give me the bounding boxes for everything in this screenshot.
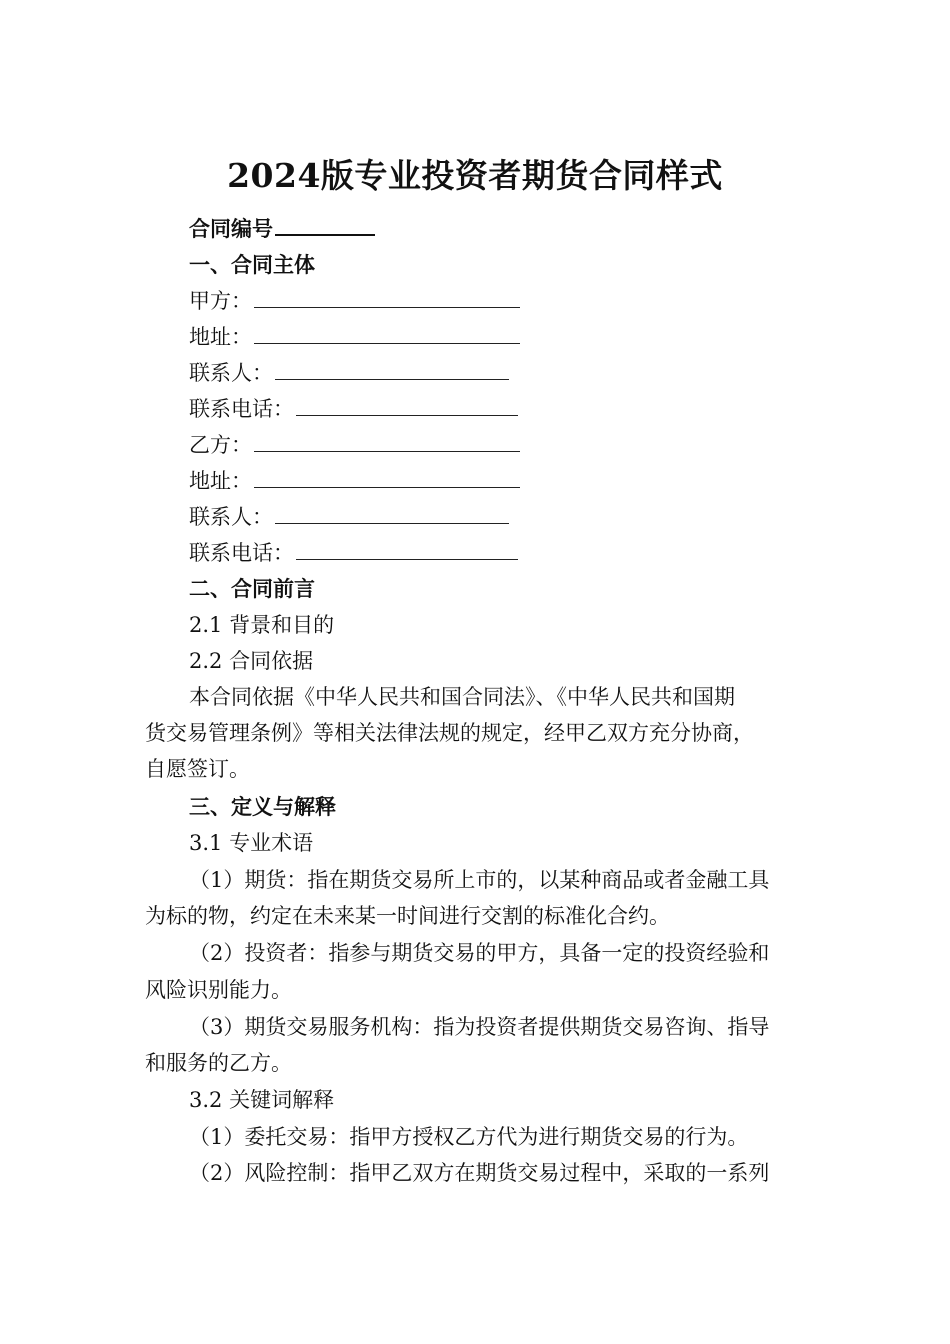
address-a-line (189, 319, 520, 355)
phone-b-label: 联系电话： (189, 541, 294, 565)
definition-1-line-1: （1）期货：指在期货交易所上市的，以某种商品或者金融工具 (189, 868, 770, 892)
party-b-line (189, 427, 520, 463)
contact-b-blank[interactable] (275, 522, 509, 524)
address-a-label: 地址： (189, 325, 252, 349)
contract-number-label: 合同编号 (189, 216, 273, 241)
party-a-label: 甲方： (189, 289, 252, 313)
party-b-label: 乙方： (189, 433, 252, 457)
section-heading-parties: 一、合同主体 (189, 252, 315, 277)
contact-a-label: 联系人： (189, 361, 273, 385)
address-b-blank[interactable] (254, 486, 520, 488)
contact-b-label: 联系人： (189, 505, 273, 529)
party-a-line (189, 283, 520, 319)
contact-b-line (189, 499, 509, 535)
contact-a-blank[interactable] (275, 378, 509, 380)
document-title: 2024版专业投资者期货合同样式 (227, 156, 723, 195)
item-3-1: 3.1 专业术语 (189, 831, 314, 855)
preface-paragraph-line-2: 货交易管理条例》等相关法律法规的规定，经甲乙双方充分协商， (145, 721, 754, 745)
definition-2-line-2: 风险识别能力。 (145, 978, 292, 1002)
party-a-blank[interactable] (254, 306, 520, 308)
item-3-2: 3.2 关键词解释 (189, 1088, 335, 1112)
contract-number-line (189, 211, 375, 247)
phone-a-label: 联系电话： (189, 397, 294, 421)
phone-b-line (189, 535, 518, 571)
contract-number-blank[interactable] (275, 233, 375, 236)
definition-3-line-1: （3）期货交易服务机构：指为投资者提供期货交易咨询、指导 (189, 1015, 770, 1039)
address-b-label: 地址： (189, 469, 252, 493)
address-a-blank[interactable] (254, 342, 520, 344)
phone-a-line (189, 391, 518, 427)
preface-paragraph-line-1: 本合同依据《中华人民共和国合同法》、《中华人民共和国期 (189, 685, 735, 709)
definition-3-line-2: 和服务的乙方。 (145, 1051, 292, 1075)
contact-a-line (189, 355, 509, 391)
item-2-1: 2.1 背景和目的 (189, 613, 335, 637)
definition-2-line-1: （2）投资者：指参与期货交易的甲方，具备一定的投资经验和 (189, 941, 770, 965)
section-heading-definitions: 三、定义与解释 (189, 794, 336, 819)
keyword-1: （1）委托交易：指甲方授权乙方代为进行期货交易的行为。 (189, 1125, 749, 1149)
item-2-2: 2.2 合同依据 (189, 649, 314, 673)
address-b-line (189, 463, 520, 499)
phone-a-blank[interactable] (296, 414, 518, 416)
preface-paragraph-line-3: 自愿签订。 (145, 757, 250, 781)
definition-1-line-2: 为标的物，约定在未来某一时间进行交割的标准化合约。 (145, 904, 670, 928)
section-heading-preface: 二、合同前言 (189, 576, 315, 601)
keyword-2-line-1: （2）风险控制：指甲乙双方在期货交易过程中，采取的一系列 (189, 1161, 770, 1185)
party-b-blank[interactable] (254, 450, 520, 452)
phone-b-blank[interactable] (296, 558, 518, 560)
